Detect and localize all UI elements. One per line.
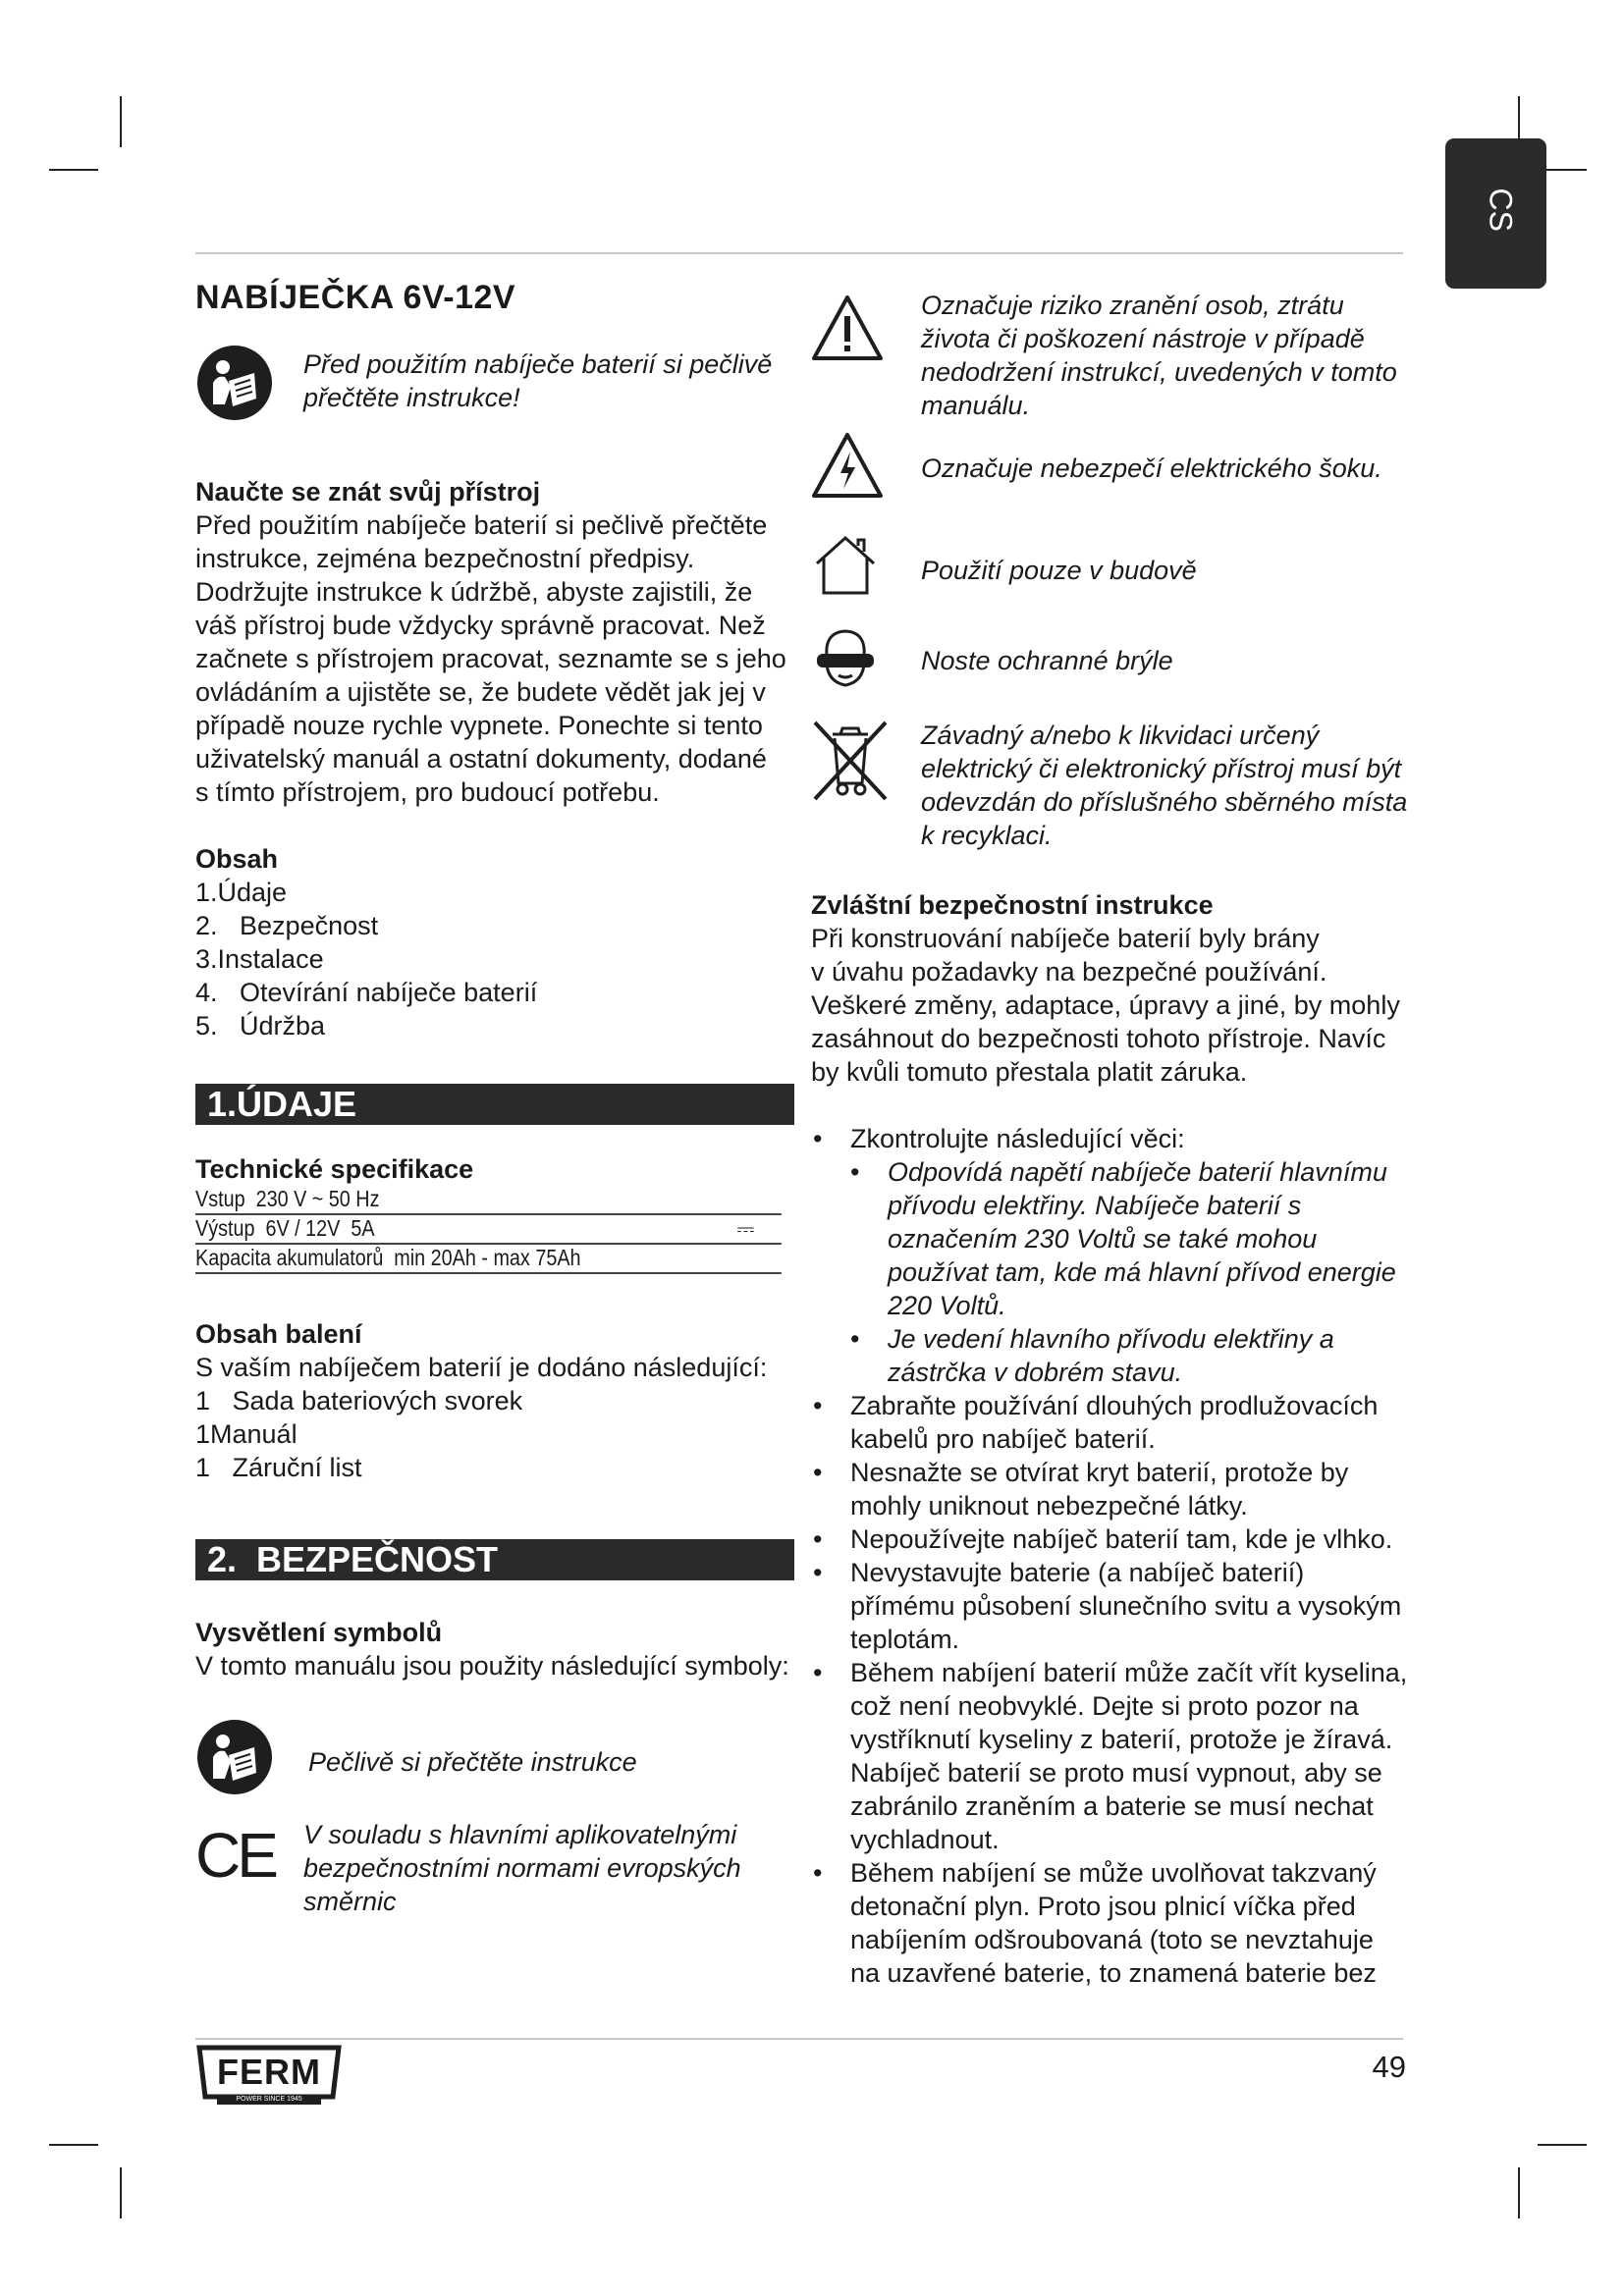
text-line: Označuje riziko zranění osob, ztrátu [921, 291, 1344, 320]
language-tab [1445, 138, 1546, 289]
symbol-warning-row [811, 289, 1420, 438]
intro-read-row [195, 340, 794, 428]
package-item: 1 Sada bateriových svorek [195, 1386, 523, 1415]
right-symbols [811, 289, 1420, 850]
weee-bin-icon [811, 719, 890, 807]
text-line: zasáhnout do bezpečnosti tohoto přístroje. Navíc [811, 1024, 1386, 1053]
symbols-intro: V tomto manuálu jsou použity následující symboly: [195, 1651, 789, 1681]
symbol-goggles-row [811, 634, 1420, 719]
contents-item: 3.Instalace [195, 944, 324, 974]
text-line: k recyklaci. [921, 821, 1053, 850]
left-column [195, 281, 794, 1926]
contents-heading: Obsah [195, 844, 279, 874]
list-item: • Zkontrolujte následující věci: • Odpovídá napětí nabíječe baterií hlavnímu přívodu elektřiny. Nabíječe baterií s označením 230 Voltů se také mohou používat tam, kde má hlavní přívod energie 220 Voltů. • Je vedení hlavního přívodu elektřiny a zástrčka v dobrém stavu. [811, 1122, 1430, 1389]
text-line: začnete s přístrojem pracovat, seznamte se s jeho [195, 644, 786, 673]
electric-shock-icon [811, 432, 884, 499]
ce-mark-icon: CE [195, 1820, 275, 1891]
package-heading: Obsah balení [195, 1319, 362, 1349]
package-intro: S vaším nabíječem baterií je dodáno následující: [195, 1353, 768, 1382]
crop-mark [49, 169, 98, 171]
text-line: života či poškození nástroje v případě [921, 324, 1365, 353]
know-device-text [195, 508, 794, 809]
indoor-text: Použití pouze v budově [921, 556, 1197, 585]
intro-read-text: Před použitím nabíječe baterií si pečlivě přečtěte instrukce! [303, 349, 773, 412]
text-line: odevzdán do příslušného sběrného místa [921, 787, 1408, 817]
text-line: s tímto přístrojem, pro budoucí potřebu. [195, 777, 660, 807]
text-line: by kvůli tomuto přestala platit záruka. [811, 1057, 1248, 1087]
goggles-text: Noste ochranné brýle [921, 646, 1173, 675]
page-number: 49 [1372, 2050, 1406, 2084]
safety-bullets [811, 1122, 1430, 1990]
spec-heading: Technické specifikace [195, 1154, 474, 1184]
header-rule [195, 252, 1403, 254]
crop-mark [1538, 2144, 1587, 2146]
ferm-logo-text: FERM [217, 2052, 321, 2092]
text-line: Před použitím nabíječe baterií si pečlivě přečtěte [195, 510, 768, 540]
section-1-bar: 1.ÚDAJE [195, 1084, 794, 1125]
crop-mark [1518, 2167, 1520, 2218]
spec-table [195, 1186, 785, 1274]
text-line: ovládáním a ujistěte se, že budete vědět jak jej v [195, 677, 766, 707]
ferm-logo-subtext: POWER SINCE 1945 [236, 2096, 302, 2103]
spec-row: Vstup 230 V ~ 50 Hz [195, 1186, 782, 1215]
house-icon [811, 532, 880, 597]
text-line: případě nouze rychle vypnete. Ponechte si tento [195, 711, 763, 740]
know-device-heading: Naučte se znát svůj přístroj [195, 477, 541, 507]
text-line: manuálu. [921, 391, 1031, 420]
list-item: • Nevystavujte baterie (a nabíječ baterií) přímému působení slunečního svitu a vysokým teplotám. [811, 1556, 1430, 1656]
section-2-bar: 2. BEZPEČNOST [195, 1539, 794, 1580]
ferm-logo [195, 2044, 343, 2109]
text-line: váš přístroj bude vždycky správně pracovat. Než [195, 611, 766, 640]
crop-mark [120, 96, 122, 147]
list-item: • Nepoužívejte nabíječ baterií tam, kde je vlhko. [811, 1522, 1430, 1556]
symbol-weee-row [811, 719, 1420, 850]
dc-symbol-icon: ⎓ [736, 1213, 755, 1243]
text-line: bezpečnostními normami evropských [303, 1853, 741, 1883]
page-title: NABÍJEČKA 6V-12V [195, 279, 516, 316]
symbol-read-row [195, 1718, 794, 1800]
read-manual-icon [195, 1718, 274, 1796]
list-item: • Během nabíjení baterií může začít vřít kyselina, což není neobvyklé. Dejte si proto pozor na vystříknutí kyseliny z baterií, protože je žíravá. Nabíječ baterií se proto musí vypnout, aby se zabránilo zraněním a baterie se musí nechat vychladnout. [811, 1656, 1430, 1856]
warning-triangle-icon [811, 294, 884, 361]
list-item: • Je vedení hlavního přívodu elektřiny a zástrčka v dobrém stavu. [811, 1322, 1430, 1389]
spec-row: Výstup 6V / 12V 5A ⎓ [195, 1215, 782, 1245]
symbol-indoor-row [811, 532, 1420, 634]
list-item: • Zabraňte používání dlouhých prodlužovacích kabelů pro nabíječ baterií. [811, 1389, 1430, 1456]
contents-item: 5. Údržba [195, 1011, 326, 1041]
list-item: • Nesnažte se otvírat kryt baterií, protože by mohly uniknout nebezpečné látky. [811, 1456, 1430, 1522]
text-line: Dodržujte instrukce k údržbě, abyste zajistili, že [195, 577, 753, 607]
symbol-read-text: Pečlivě si přečtěte instrukce [308, 1747, 637, 1777]
footer-rule [195, 2038, 1403, 2040]
symbol-shock-row [811, 438, 1420, 532]
spec-row: Kapacita akumulatorů min 20Ah - max 75Ah [195, 1245, 782, 1274]
contents-item: 1.Údaje [195, 878, 288, 907]
list-item: • Během nabíjení se může uvolňovat takzvaný detonační plyn. Proto jsou plnicí víčka před nabíjením odšroubovaná (toto se nevztahuje na uzavřené baterie, to znamená baterie bez [811, 1856, 1430, 1990]
shock-text: Označuje nebezpečí elektrického šoku. [921, 454, 1382, 483]
contents-item: 4. Otevírání nabíječe baterií [195, 978, 538, 1007]
contents-list [195, 876, 794, 1042]
symbol-ce-row [195, 1818, 794, 1926]
text-line: instrukce, zejména bezpečnostní předpisy. [195, 544, 695, 573]
special-safety-heading: Zvláštní bezpečnostní instrukce [811, 890, 1214, 920]
list-item: • Odpovídá napětí nabíječe baterií hlavnímu přívodu elektřiny. Nabíječe baterií s označením 230 Voltů se také mohou používat tam, kde má hlavní přívod energie 220 Voltů. [811, 1155, 1430, 1322]
safety-goggles-icon [811, 626, 880, 691]
package-item: 1Manuál [195, 1419, 298, 1449]
text-line: uživatelský manuál a ostatní dokumenty, dodané [195, 744, 767, 774]
crop-mark [49, 2144, 98, 2146]
special-safety [811, 888, 1430, 1990]
text-line: v úvahu požadavky na bezpečné používání. [811, 957, 1327, 987]
read-manual-icon [195, 344, 274, 422]
crop-mark [120, 2167, 122, 2218]
text-line: V souladu s hlavními aplikovatelnými [303, 1820, 737, 1849]
text-line: Veškeré změny, adaptace, úpravy a jiné, by mohly [811, 990, 1400, 1020]
text-line: Závadný a/nebo k likvidaci určený [921, 721, 1320, 750]
symbols-heading: Vysvětlení symbolů [195, 1618, 443, 1647]
text-line: nedodržení instrukcí, uvedených v tomto [921, 357, 1397, 387]
contents-item: 2. Bezpečnost [195, 911, 379, 940]
package-item: 1 Záruční list [195, 1453, 362, 1482]
text-line: Při konstruování nabíječe baterií byly brány [811, 924, 1320, 953]
text-line: směrnic [303, 1887, 397, 1916]
text-line: elektrický či elektronický přístroj musí být [921, 754, 1402, 783]
language-tab-label: CS [1483, 187, 1519, 232]
